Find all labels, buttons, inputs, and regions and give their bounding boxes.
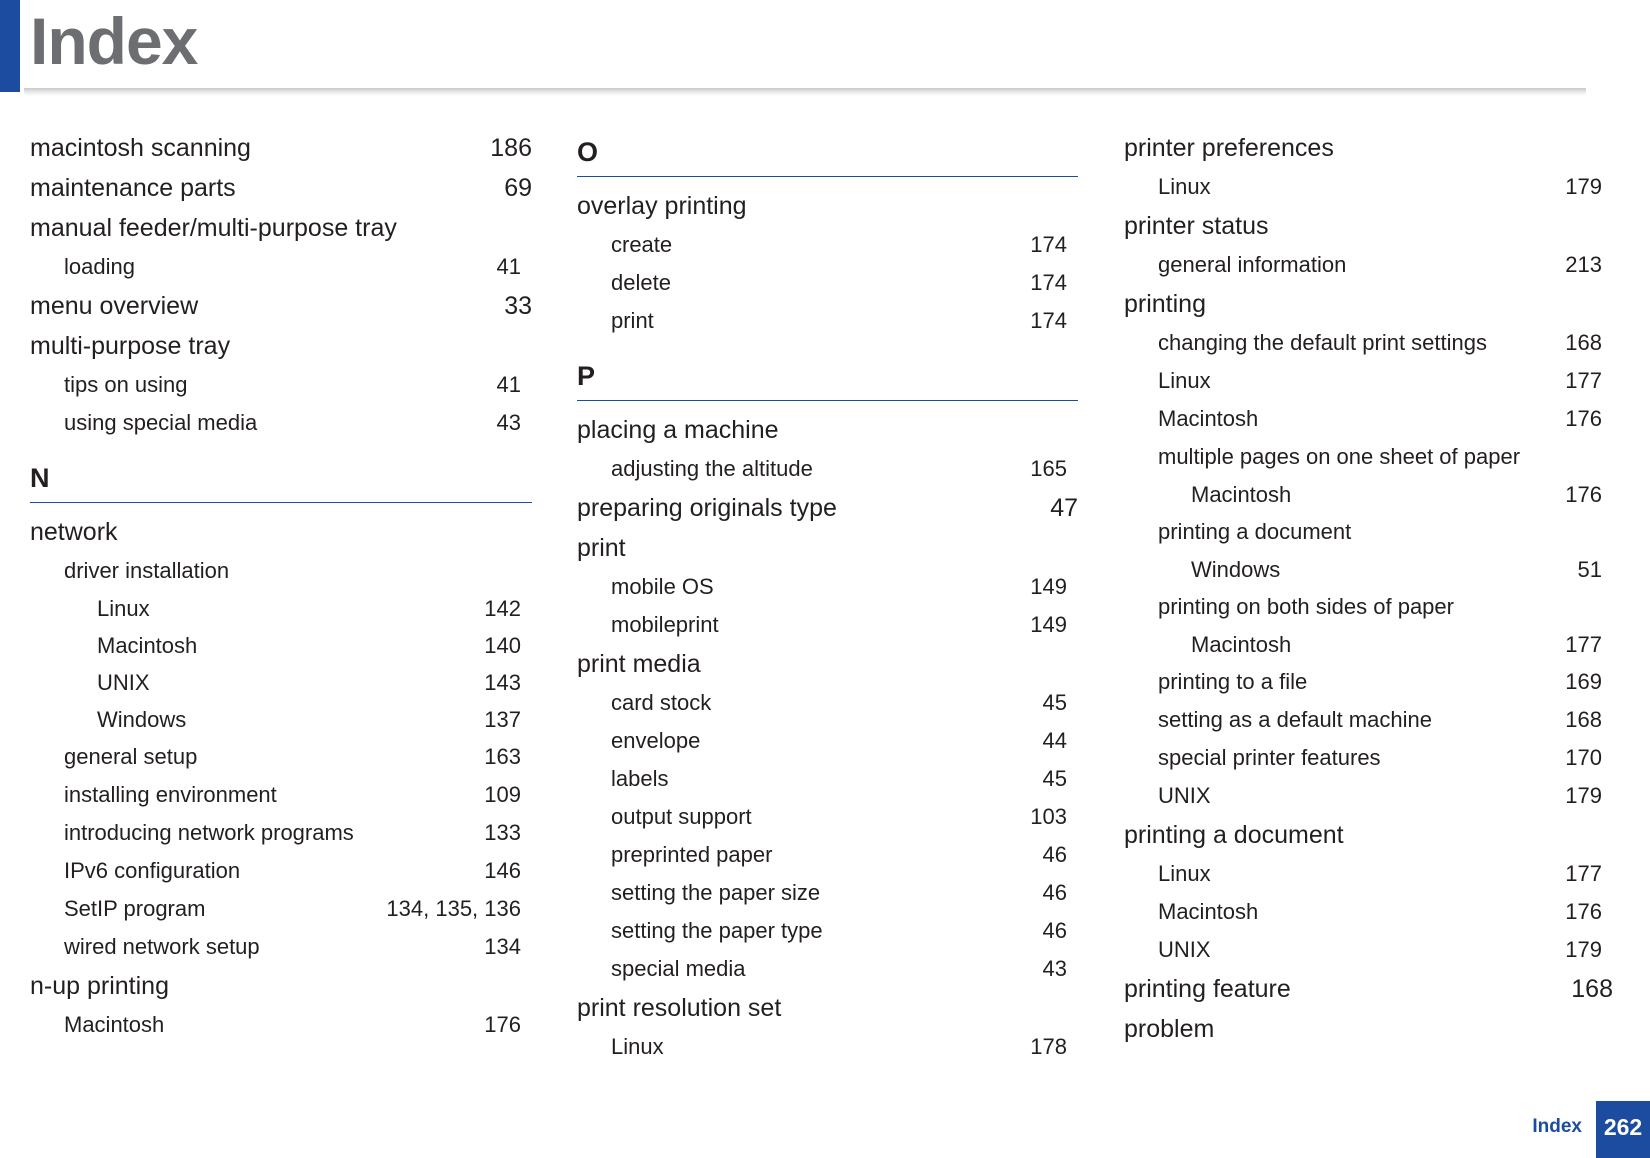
section-divider	[577, 176, 1078, 177]
entry-term: Linux	[611, 1034, 664, 1059]
entry-term: print resolution set	[577, 994, 782, 1022]
entry-page-ref[interactable]: 165	[1030, 456, 1067, 481]
entry-page-ref[interactable]: 169	[1565, 669, 1602, 694]
index-subentry	[1124, 513, 1613, 551]
page-title: Index	[30, 4, 198, 78]
entry-term: general setup	[64, 744, 198, 769]
index-column-2	[577, 128, 1078, 1066]
section-divider	[30, 502, 532, 503]
entry-page-ref[interactable]: 46	[1042, 842, 1067, 867]
entry-page-ref[interactable]: 43	[1042, 956, 1067, 981]
entry-page-ref[interactable]: 47	[1050, 494, 1078, 522]
entry-term: multi-purpose tray	[30, 332, 231, 360]
footer-section-label: Index	[1532, 1116, 1582, 1137]
index-entry	[1124, 206, 1613, 246]
entry-page-ref[interactable]: 170	[1565, 745, 1602, 770]
index-subsubentry	[1124, 476, 1613, 513]
index-subentry	[30, 776, 532, 814]
entry-term: Linux	[97, 596, 150, 621]
entry-page-ref[interactable]: 133	[484, 820, 521, 845]
section-letter-heading: O	[577, 137, 599, 167]
header-divider	[24, 88, 1586, 96]
entry-term: setting the paper size	[611, 880, 821, 905]
index-subentry	[30, 1006, 532, 1044]
entry-term: output support	[611, 804, 752, 829]
index-subentry	[1124, 362, 1613, 400]
entry-term: IPv6 configuration	[64, 858, 241, 883]
entry-term: printer preferences	[1124, 134, 1334, 162]
entry-page-ref[interactable]: 213	[1565, 252, 1602, 277]
index-subentry	[1124, 663, 1613, 701]
index-entry	[577, 988, 1078, 1028]
index-subentry	[1124, 168, 1613, 206]
index-entry	[1124, 815, 1613, 855]
entry-page-ref[interactable]: 176	[1565, 482, 1602, 507]
entry-term: printing	[1124, 290, 1206, 318]
entry-term: printer status	[1124, 212, 1269, 240]
index-subentry	[577, 950, 1078, 988]
entry-page-ref[interactable]: 43	[496, 410, 521, 435]
index-subentry	[1124, 701, 1613, 739]
entry-term: setting as a default machine	[1158, 707, 1432, 732]
entry-page-ref[interactable]: 137	[484, 707, 521, 732]
entry-term: problem	[1124, 1015, 1215, 1043]
index-subentry	[1124, 400, 1613, 438]
entry-term: Macintosh	[1191, 632, 1292, 657]
entry-term: Macintosh	[64, 1012, 165, 1037]
entry-page-ref[interactable]: 177	[1565, 861, 1602, 886]
entry-term: card stock	[611, 690, 712, 715]
entry-term: general information	[1158, 252, 1347, 277]
section-divider	[577, 400, 1078, 401]
entry-page-ref[interactable]: 44	[1042, 728, 1067, 753]
index-subentry	[30, 738, 532, 776]
entry-page-ref[interactable]: 176	[1565, 406, 1602, 431]
entry-term: print	[611, 308, 654, 333]
index-subsubentry	[30, 627, 532, 664]
entry-page-ref[interactable]: 176	[484, 1012, 521, 1037]
entry-term: loading	[64, 254, 135, 279]
section-letter-heading: P	[577, 361, 596, 391]
index-subentry	[577, 226, 1078, 264]
page-number-badge: 262	[1596, 1101, 1650, 1158]
index-subentry	[577, 684, 1078, 722]
entry-term: UNIX	[1158, 937, 1211, 962]
index-subentry	[577, 912, 1078, 950]
index-entry	[30, 168, 532, 208]
index-subentry	[1124, 324, 1613, 362]
entry-term: labels	[611, 766, 669, 791]
entry-term: Windows	[1191, 557, 1281, 582]
entry-term: delete	[611, 270, 671, 295]
entry-term: special media	[611, 956, 746, 981]
entry-page-ref[interactable]: 134, 135, 136	[386, 896, 521, 921]
entry-term: n-up printing	[30, 972, 169, 1000]
entry-term: installing environment	[64, 782, 277, 807]
index-entry	[577, 186, 1078, 226]
entry-page-ref[interactable]: 46	[1042, 880, 1067, 905]
index-subentry	[30, 552, 532, 590]
entry-term: printing a document	[1158, 519, 1352, 544]
index-subentry	[30, 890, 532, 928]
entry-term: printing to a file	[1158, 669, 1308, 694]
entry-term: network	[30, 518, 118, 546]
index-subentry	[1124, 588, 1613, 626]
entry-term: Linux	[1158, 861, 1211, 886]
index-subentry	[577, 760, 1078, 798]
index-subentry	[577, 798, 1078, 836]
index-entry	[30, 512, 532, 552]
entry-term: using special media	[64, 410, 258, 435]
entry-page-ref[interactable]: 179	[1565, 783, 1602, 808]
index-column-3	[1124, 128, 1613, 1049]
entry-page-ref[interactable]: 176	[1565, 899, 1602, 924]
entry-term: macintosh scanning	[30, 134, 251, 162]
entry-page-ref[interactable]: 69	[504, 174, 532, 202]
entry-page-ref[interactable]: 103	[1030, 804, 1067, 829]
index-entry	[577, 528, 1078, 568]
entry-page-ref[interactable]: 174	[1030, 308, 1067, 333]
entry-page-ref[interactable]: 177	[1565, 632, 1602, 657]
index-subentry	[577, 264, 1078, 302]
header-accent-bar	[0, 0, 20, 92]
entry-term: Linux	[1158, 174, 1211, 199]
index-subentry	[1124, 438, 1613, 476]
index-entry	[577, 644, 1078, 684]
index-subentry	[30, 928, 532, 966]
entry-page-ref[interactable]: 45	[1042, 766, 1067, 791]
entry-page-ref[interactable]: 140	[484, 633, 521, 658]
index-subentry	[1124, 777, 1613, 815]
entry-term: print media	[577, 650, 701, 678]
index-subentry	[30, 814, 532, 852]
index-subentry	[577, 874, 1078, 912]
entry-term: Macintosh	[97, 633, 198, 658]
index-subentry	[577, 568, 1078, 606]
entry-term: UNIX	[1158, 783, 1211, 808]
entry-page-ref[interactable]: 41	[496, 254, 521, 279]
entry-page-ref[interactable]: 149	[1030, 612, 1067, 637]
index-subentry	[577, 1028, 1078, 1066]
entry-term: Windows	[97, 707, 187, 732]
entry-page-ref[interactable]: 41	[496, 372, 521, 397]
entry-term: preprinted paper	[611, 842, 773, 867]
index-subentry	[1124, 931, 1613, 969]
entry-term: adjusting the altitude	[611, 456, 813, 481]
entry-term: envelope	[611, 728, 701, 753]
index-entry	[30, 966, 532, 1006]
index-subentry	[30, 248, 532, 286]
entry-term: printing feature	[1124, 975, 1291, 1003]
entry-term: special printer features	[1158, 745, 1381, 770]
entry-page-ref[interactable]: 134	[484, 934, 521, 959]
index-subentry	[577, 836, 1078, 874]
index-subentry	[577, 302, 1078, 340]
entry-page-ref[interactable]: 109	[484, 782, 521, 807]
index-subentry	[1124, 893, 1613, 931]
entry-page-ref[interactable]: 143	[484, 670, 521, 695]
index-entry	[30, 286, 532, 326]
index-subsubentry	[1124, 626, 1613, 663]
index-subentry	[1124, 739, 1613, 777]
index-entry	[1124, 284, 1613, 324]
entry-term: printing on both sides of paper	[1158, 594, 1454, 619]
index-subentry	[577, 450, 1078, 488]
entry-page-ref[interactable]: 177	[1565, 368, 1602, 393]
index-subsubentry	[30, 590, 532, 627]
index-column-1	[30, 128, 532, 1044]
entry-term: UNIX	[97, 670, 150, 695]
index-subsubentry	[30, 701, 532, 738]
entry-term: SetIP program	[64, 896, 206, 921]
index-subentry	[1124, 855, 1613, 893]
index-subentry	[30, 852, 532, 890]
entry-page-ref[interactable]: 149	[1030, 574, 1067, 599]
entry-term: introducing network programs	[64, 820, 354, 845]
entry-term: Macintosh	[1191, 482, 1292, 507]
entry-page-ref[interactable]: 168	[1571, 975, 1613, 1003]
entry-term: print	[577, 534, 626, 562]
index-subentry	[577, 606, 1078, 644]
index-subsubentry	[30, 664, 532, 701]
entry-page-ref[interactable]: 168	[1565, 707, 1602, 732]
entry-term: changing the default print settings	[1158, 330, 1488, 355]
entry-page-ref[interactable]: 178	[1030, 1034, 1067, 1059]
entry-term: menu overview	[30, 292, 199, 320]
entry-term: preparing originals type	[577, 494, 837, 522]
entry-page-ref[interactable]: 51	[1577, 557, 1602, 582]
entry-term: placing a machine	[577, 416, 779, 444]
entry-page-ref[interactable]: 179	[1565, 174, 1602, 199]
entry-page-ref[interactable]: 146	[484, 858, 521, 883]
entry-term: overlay printing	[577, 192, 747, 220]
entry-page-ref[interactable]: 179	[1565, 937, 1602, 962]
index-entry	[1124, 1009, 1613, 1049]
entry-term: printing a document	[1124, 821, 1344, 849]
entry-term: mobileprint	[611, 612, 719, 637]
entry-term: setting the paper type	[611, 918, 823, 943]
index-subentry	[577, 722, 1078, 760]
entry-term: multiple pages on one sheet of paper	[1158, 444, 1521, 469]
entry-term: Macintosh	[1158, 899, 1259, 924]
index-entry	[1124, 128, 1613, 168]
entry-page-ref[interactable]: 46	[1042, 918, 1067, 943]
entry-term: Macintosh	[1158, 406, 1259, 431]
entry-term: create	[611, 232, 673, 257]
entry-page-ref[interactable]: 168	[1565, 330, 1602, 355]
index-subentry	[1124, 246, 1613, 284]
entry-page-ref[interactable]: 142	[484, 596, 521, 621]
entry-page-ref[interactable]: 174	[1030, 232, 1067, 257]
index-subsubentry	[1124, 551, 1613, 588]
entry-page-ref[interactable]: 174	[1030, 270, 1067, 295]
index-entry	[577, 410, 1078, 450]
entry-term: mobile OS	[611, 574, 714, 599]
entry-page-ref[interactable]: 33	[504, 292, 532, 320]
entry-term: wired network setup	[64, 934, 260, 959]
index-entry	[30, 208, 532, 248]
entry-term: manual feeder/multi-purpose tray	[30, 214, 397, 242]
index-entry	[577, 488, 1078, 528]
index-entry	[30, 128, 532, 168]
entry-page-ref[interactable]: 163	[484, 744, 521, 769]
index-entry	[1124, 969, 1613, 1009]
entry-term: maintenance parts	[30, 174, 236, 202]
entry-page-ref[interactable]: 186	[490, 134, 532, 162]
entry-page-ref[interactable]: 45	[1042, 690, 1067, 715]
index-subentry	[30, 404, 532, 442]
entry-term: Linux	[1158, 368, 1211, 393]
entry-term: tips on using	[64, 372, 188, 397]
section-letter-heading: N	[30, 463, 50, 493]
entry-term: driver installation	[64, 558, 230, 583]
index-subentry	[30, 366, 532, 404]
index-entry	[30, 326, 532, 366]
